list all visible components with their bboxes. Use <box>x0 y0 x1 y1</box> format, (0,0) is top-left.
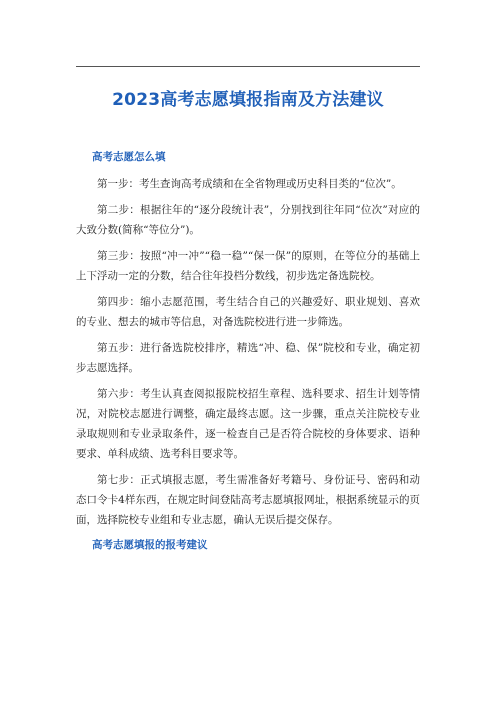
paragraph-step-3: 第三步：按照“冲一冲”“稳一稳”“保一保”的原则，在等位分的基础上上下浮动一定的分数，结合往年投档分数线，初步选定备选院校。 <box>76 250 420 282</box>
paragraph-step-1: 第一步：考生查询高考成绩和在全省物理或历史科目类的“位次”。 <box>97 178 402 190</box>
paragraph-step-7: 第七步：正式填报志愿，考生需准备好考籍号、身份证号、密码和动态口令卡4样东西，在规定时间登陆高考志愿填报网址，根据系统显示的页面，选择院校专业组和专业志愿，确认无误后提交保存。 <box>76 474 420 526</box>
paragraph-step-5: 第五步：进行备选院校排序，精选“冲、稳、保”院校和专业，确定初步志愿选择。 <box>76 342 420 374</box>
paragraph-step-2: 第二步：根据往年的“逐分段统计表”，分别找到往年同“位次”对应的大致分数(简称“等位分”)。 <box>76 204 420 236</box>
paragraph-step-4: 第四步：缩小志愿范围，考生结合自己的兴趣爱好、职业规划、喜欢的专业、想去的城市等信息，对备选院校进行进一步筛选。 <box>76 296 420 328</box>
document-title: 2023高考志愿填报指南及方法建议 <box>112 90 384 110</box>
header-rule <box>76 66 420 67</box>
section-heading-how-to-fill: 高考志愿怎么填 <box>92 151 166 163</box>
document-body <box>76 150 420 562</box>
section-heading-suggestions: 高考志愿填报的报考建议 <box>92 539 208 551</box>
paragraph-step-6: 第六步：考生认真查阅拟报院校招生章程、选科要求、招生计划等情况，对院校志愿进行调整，确定最终志愿。这一步骤，重点关注院校专业录取规则和专业录取条件，逐一检查自己是否符合院校的身体要求、语种要求、单科成绩、选考科目要求等。 <box>76 388 420 460</box>
